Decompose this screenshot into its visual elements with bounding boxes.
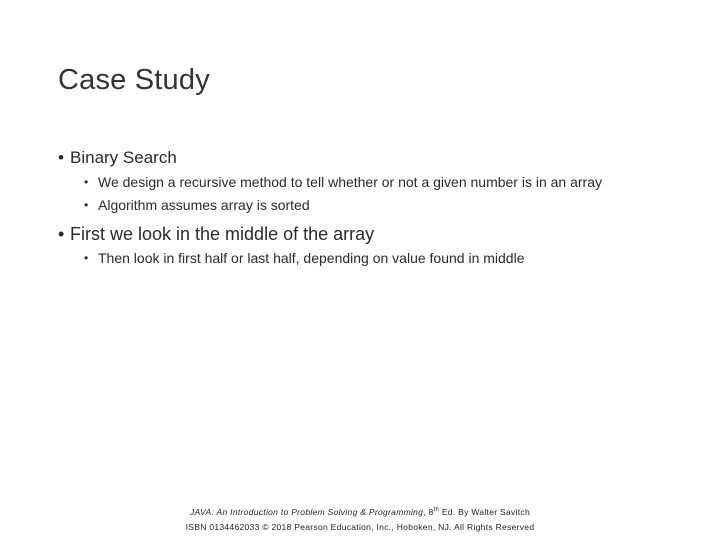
bullet-look-middle <box>58 222 668 246</box>
footer-edition-number: 8 <box>428 507 434 517</box>
sub-bullet-first-or-last-half <box>70 250 658 267</box>
bullet-text: First we look in the middle of the array <box>70 224 375 244</box>
sub-bullet-text: Then look in first half or last half, depending on value found in middle <box>98 250 525 266</box>
bullet-icon: • <box>84 175 89 189</box>
bullet-group-binary-search <box>58 146 668 214</box>
sub-bullet-list <box>58 174 668 214</box>
footer-line-2: ISBN 0134462033 © 2018 Pearson Education, Inc., Hoboken, NJ. All Rights Reserved <box>185 522 535 532</box>
sub-bullet-text: We design a recursive method to tell whether or not a given number is in an array <box>98 174 602 190</box>
bullet-icon: • <box>84 198 89 212</box>
bullet-icon: • <box>58 148 64 167</box>
footer-edition-sup: th <box>433 507 440 514</box>
bullet-group-middle <box>58 222 668 267</box>
footer-line-1 <box>0 505 720 520</box>
bullet-icon: • <box>58 224 65 244</box>
slide-body <box>58 146 668 273</box>
bullet-binary-search <box>58 146 668 170</box>
bullet-icon: • <box>84 251 89 265</box>
slide-footer <box>0 505 720 535</box>
footer-book-title: JAVA: An Introduction to Problem Solving & Programming <box>189 507 424 517</box>
footer-edition-author: Ed. By Walter Savitch <box>439 507 531 517</box>
slide-title: Case Study <box>58 64 210 96</box>
bullet-text: Binary Search <box>70 148 177 167</box>
sub-bullet-recursive-method <box>70 174 658 191</box>
footer-sep: , <box>423 507 429 517</box>
sub-bullet-text: Algorithm assumes array is sorted <box>98 197 310 213</box>
sub-bullet-array-sorted <box>70 197 658 214</box>
sub-bullet-list <box>58 250 668 267</box>
